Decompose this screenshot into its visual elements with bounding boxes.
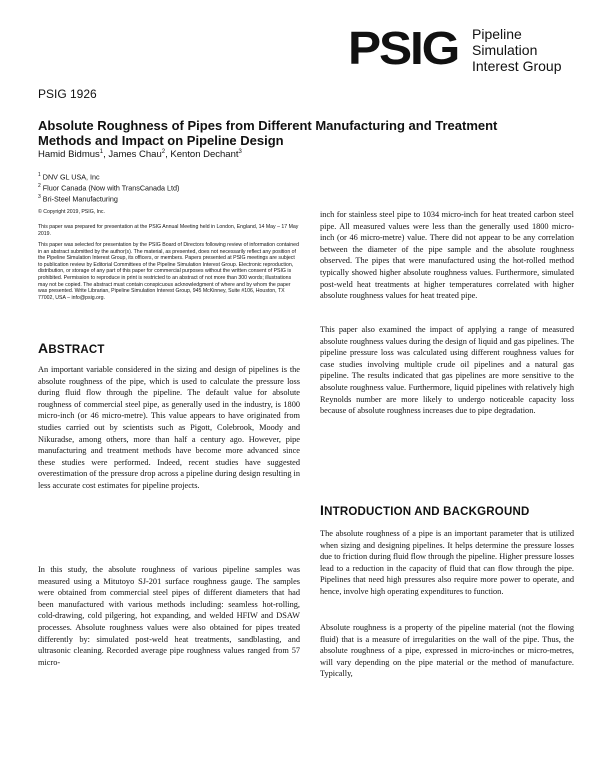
author-sep: , bbox=[103, 149, 109, 161]
psig-logo-text bbox=[472, 26, 562, 74]
author-sup: 2 bbox=[161, 149, 166, 155]
heading-rest: BSTRACT bbox=[48, 344, 105, 356]
selection-notice: This paper was selected for presentation by the PSIG Board of Directors following review of information contained in an abstract submitted by the author(s). The material, as presented, does not necessarily reflect any position of the Pipeline Simulation Interest Group, its officers, or members. Papers presented at PSIG meetings are subject to publication review by Editorial Committees of the Pipeline Simulation Interest Group. Electronic reproduction, distribution, or storage of any part of this paper for commercial purposes without the written consent of PSIG is prohibited. Permission to reproduce in print is restricted to an abstract of not more than 300 words; illustrations may not be copied. The abstract must contain conspicuous acknowledgment of where and by whom the paper was presented. Write Librarian, Pipeline Simulation Interest Group, 945 McKinney, Suite #106, Houston, TX 77002, USA – info@psig.org. bbox=[38, 242, 299, 301]
affiliation-text: DNV GL USA, Inc bbox=[40, 172, 100, 182]
logo-line-1: Pipeline bbox=[472, 26, 522, 42]
author-name: James Chau bbox=[108, 149, 162, 161]
author-name: Kenton Dechant bbox=[170, 149, 239, 161]
copyright-notice: © Copyright 2019, PSIG, Inc. bbox=[38, 209, 105, 215]
prepared-notice: This paper was prepared for presentation at the PSIG Annual Meeting held in London, England, 14 May – 17 May 2019. bbox=[38, 224, 299, 237]
logo-line-2: Simulation bbox=[472, 42, 538, 58]
introduction-paragraph-1: The absolute roughness of a pipe is an important parameter that is utilized when sizing and designing pipelines. It helps determine the pressure losses due to friction during fluid flow through the pipeline. Higher pressure losses lead to a reduction in the capacity of fluid that can flow through the pipe. Pipelines that need high pressures also require more power to operate, and hence, involve high operating expenditures to function. bbox=[320, 529, 574, 596]
affiliation-text: Fluor Canada (Now with TransCanada Ltd) bbox=[40, 183, 180, 193]
author-sup: 3 bbox=[238, 149, 242, 155]
paper-title: Absolute Roughness of Pipes from Different Manufacturing and Treatment Methods and Impact on Pipeline Design bbox=[38, 118, 498, 148]
logo-line-3: Interest Group bbox=[472, 58, 562, 74]
heading-cap: I bbox=[320, 502, 325, 518]
affiliations bbox=[38, 171, 179, 204]
author-name: Hamid Bidmus bbox=[38, 149, 100, 161]
affiliation-sup: 1 bbox=[38, 172, 41, 178]
paper-id: PSIG 1926 bbox=[38, 87, 97, 101]
abstract-paragraph-1: An important variable considered in the sizing and design of pipelines is the absolute roughness of the pipe, which is used to calculate the pressure loss during fluid flow through the pipeline. The default value for absolute roughness of commercial steel pipe, as generally used in the industry, is 1800 micro-inch (or 46 micro-metre). This value appears to have originated from studies carried out by scientists such as Pigott, Colebrook, Moody and Nikuradse, among others, more than half a century ago. However, pipe manufacturing and treatment methods have become more advanced since these studies were performed. Indeed, recent studies have suggested overestimation of the pressure drop across a pipeline during design resulting in less accurate cost estimates for pipeline projects. bbox=[38, 365, 300, 490]
abstract-paragraph-3: inch for stainless steel pipe to 1034 micro-inch for heat treated carbon steel pipe. All measured values were less than the generally used 1800 micro-inch (or 46 micro-metre) value. There did not appear to be any correlation between the diameter of the pipe sample and the absolute roughness observed. The pipes that were manufactured using the hot-rolled method typically showed higher absolute roughness values. Furthermore, simulated post-weld heat treatments at higher temperatures correlated with higher absolute roughness values for heat treated pipe. bbox=[320, 210, 574, 301]
introduction-heading bbox=[320, 502, 529, 518]
heading-rest: NTRODUCTION AND BACKGROUND bbox=[324, 506, 530, 518]
abstract-paragraph-2: In this study, the absolute roughness of various pipeline samples was measured using a Mitutoyo SJ-201 surface roughness gauge. The samples were obtained from commercial steel pipes of different diameters that had been manufactured with various methods including: seamless hot-rolling, cold-drawing, cold pilgering, hot expanding, and welded HFIW and DSAW processes. Absolute roughness values were also obtained for pipes treated differently by: simulated post-weld heat treatments, sandblasting, and ultrasonic cleaning. Recorded average pipe roughness values ranged from 57 micro- bbox=[38, 565, 300, 667]
abstract-heading bbox=[38, 340, 105, 356]
affiliation-item bbox=[38, 182, 179, 193]
psig-logo bbox=[348, 22, 562, 80]
affiliation-sup: 2 bbox=[38, 182, 41, 189]
abstract-paragraph-4: This paper also examined the impact of applying a range of measured absolute roughness values during the design of liquid and gas pipelines. The pipeline pressure loss was calculated using different roughness values for case studies involving multiple crude oil pipelines and a natural gas pipeline. The results indicated that gas pipelines are more sensitive to the absolute roughness value. Furthermore, liquid pipelines with relatively high Reynolds number are more likely to undergo noticeable capacity loss because of absolute roughness increases due to pipe degradation. bbox=[320, 325, 574, 416]
affiliation-sup: 3 bbox=[38, 193, 41, 200]
heading-cap: A bbox=[38, 340, 49, 356]
affiliation-item bbox=[38, 193, 179, 204]
affiliation-text: Bri-Steel Manufacturing bbox=[40, 194, 118, 204]
affiliation-item bbox=[38, 171, 179, 182]
psig-logo-mark: PSIG bbox=[348, 22, 459, 74]
author-list bbox=[38, 149, 242, 160]
author-sep: , bbox=[165, 149, 171, 161]
author-sup: 1 bbox=[99, 149, 104, 155]
introduction-paragraph-2: Absolute roughness is a property of the pipeline material (not the flowing fluid) that is a measure of irregularities on the wall of the pipe. Thus, the absolute roughness of a pipe, expressed in micro-inches or micro-metres, will vary depending on the pipe material or the method of manufacture. Typically, bbox=[320, 623, 574, 679]
